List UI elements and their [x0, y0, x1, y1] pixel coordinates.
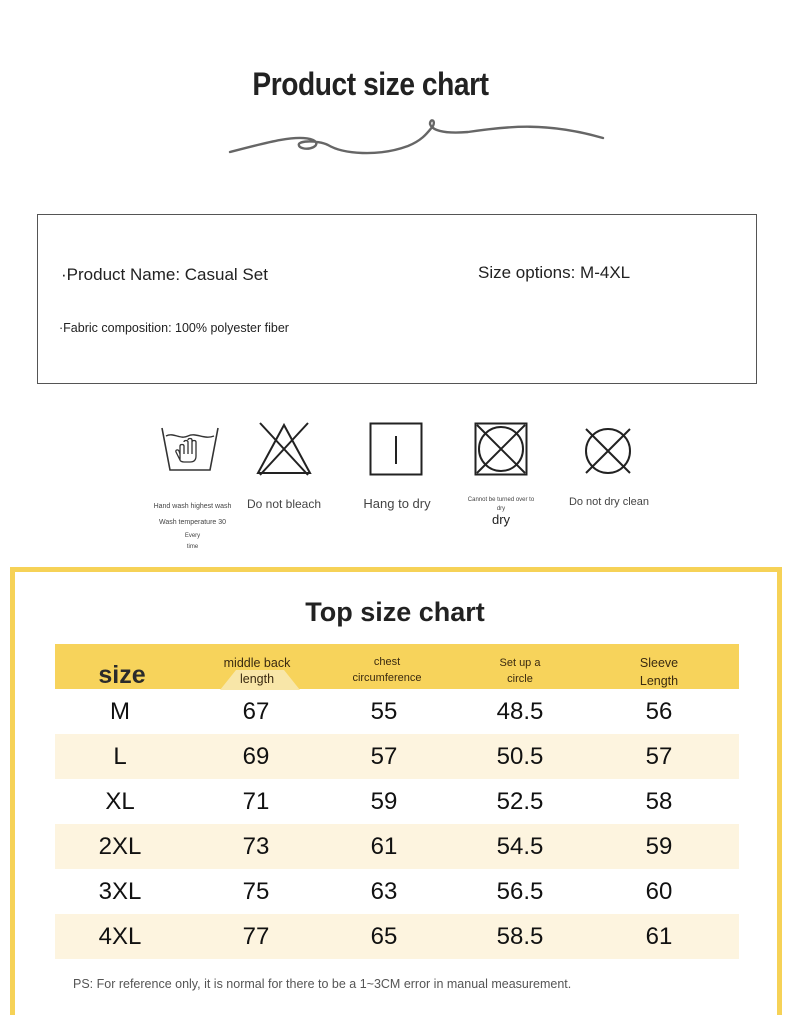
hand-wash-label: Hand wash highest wash Wash temperature 30 Every time [153, 503, 232, 550]
table-row [55, 779, 739, 824]
table-row [55, 869, 739, 914]
hang-dry-icon [369, 422, 423, 476]
header-size: size [98, 661, 146, 689]
cell-size: 2XL [98, 833, 142, 860]
header-middle-back-length: middle back length [223, 656, 291, 686]
cell-chest: 55 [370, 698, 398, 725]
table-title: Top size chart [305, 597, 485, 627]
decorative-swirl [228, 112, 608, 162]
cell-circle: 58.5 [496, 923, 544, 950]
do-not-tumble-dry-label: Cannot be turned over to dry dry [467, 497, 535, 527]
cell-size: M [110, 698, 130, 725]
cell-size: XL [105, 788, 135, 815]
product-name: ·Product Name: Casual Set [61, 265, 268, 284]
product-info-box [37, 214, 757, 384]
cell-sleeve: 57 [645, 743, 673, 770]
cell-back-length: 73 [242, 833, 270, 860]
cell-back-length: 69 [242, 743, 270, 770]
hand-wash-icon [160, 422, 220, 476]
do-not-tumble-dry-icon [474, 422, 528, 476]
table-row [55, 914, 739, 959]
size-options: Size options: M-4XL [478, 263, 631, 282]
cell-sleeve: 59 [645, 833, 673, 860]
table-row [55, 824, 739, 869]
do-not-bleach-label: Do not bleach [246, 497, 322, 511]
header-sleeve-length: Sleeve Length [639, 656, 679, 688]
cell-chest: 63 [370, 878, 398, 905]
cell-back-length: 75 [242, 878, 270, 905]
do-not-dry-clean-label: Do not dry clean [568, 496, 650, 508]
header-chest-circumference: chest circumference [352, 656, 422, 684]
table-row [55, 689, 739, 734]
cell-sleeve: 56 [645, 698, 673, 725]
cell-circle: 48.5 [496, 698, 544, 725]
hang-dry-label: Hang to dry [363, 496, 431, 511]
table-row [55, 734, 739, 779]
cell-circle: 56.5 [496, 878, 544, 905]
cell-size: L [113, 743, 127, 770]
cell-chest: 61 [370, 833, 398, 860]
cell-sleeve: 61 [645, 923, 673, 950]
header-set-up-circle: Set up a circle [499, 657, 541, 685]
measurement-note: PS: For reference only, it is normal for there to be a 1~3CM error in manual measurement. [73, 977, 572, 991]
cell-circle: 54.5 [496, 833, 544, 860]
do-not-dry-clean-icon [582, 425, 634, 477]
cell-back-length: 71 [242, 788, 270, 815]
cell-size: 3XL [98, 878, 142, 905]
cell-size: 4XL [98, 923, 142, 950]
cell-chest: 65 [370, 923, 398, 950]
cell-back-length: 77 [242, 923, 270, 950]
fabric-composition: ·Fabric composition: 100% polyester fiber [59, 321, 289, 335]
cell-back-length: 67 [242, 698, 270, 725]
cell-sleeve: 58 [645, 788, 673, 815]
do-not-bleach-icon [256, 421, 312, 477]
cell-circle: 50.5 [496, 743, 544, 770]
cell-circle: 52.5 [496, 788, 544, 815]
cell-chest: 59 [370, 788, 398, 815]
page-title: Product size chart [252, 66, 489, 102]
cell-sleeve: 60 [645, 878, 673, 905]
cell-chest: 57 [370, 743, 398, 770]
